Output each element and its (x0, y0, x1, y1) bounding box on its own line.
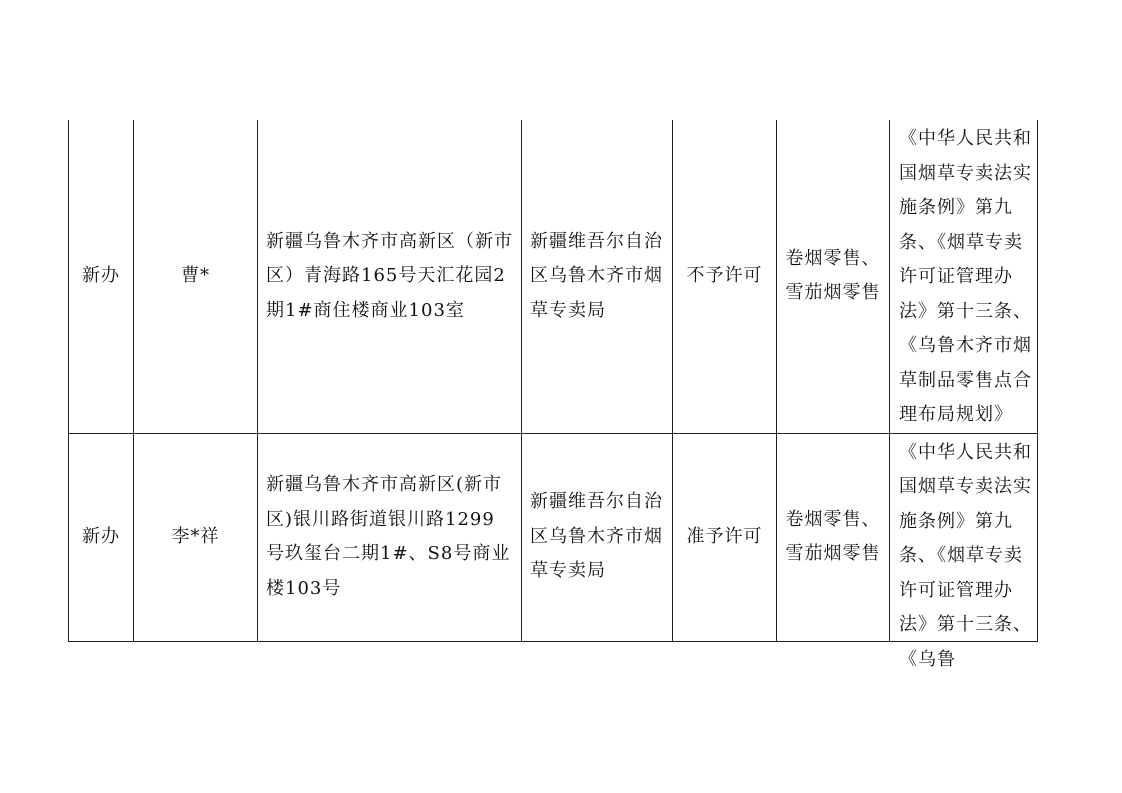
scope-cell: 卷烟零售、雪茄烟零售 (777, 433, 890, 641)
table-row (69, 433, 1038, 641)
basis-cell (890, 433, 1038, 670)
name-cell: 曹* (134, 120, 258, 433)
type-cell: 新办 (69, 120, 134, 433)
table-row (69, 120, 1038, 433)
name-cell: 李*祥 (134, 433, 258, 641)
basis-text: 《中华人民共和国烟草专卖法实施条例》第九条、《烟草专卖许可证管理办法》第十三条、《乌鲁 (899, 441, 1032, 670)
basis-cell: 《中华人民共和国烟草专卖法实施条例》第九条、《烟草专卖许可证管理办法》第十三条、《乌鲁木齐市烟草制品零售点合理布局规划》 (890, 120, 1038, 433)
decision-cell: 准予许可 (673, 433, 777, 641)
decision-cell: 不予许可 (673, 120, 777, 433)
scope-cell: 卷烟零售、雪茄烟零售 (777, 120, 890, 433)
address-cell: 新疆乌鲁木齐市高新区(新市区)银川路街道银川路1299号玖玺台二期1#、S8号商业楼103号 (258, 433, 522, 641)
license-table (68, 120, 1038, 670)
type-cell: 新办 (69, 433, 134, 641)
authority-cell: 新疆维吾尔自治区乌鲁木齐市烟草专卖局 (522, 433, 673, 641)
address-cell: 新疆乌鲁木齐市高新区（新市区）青海路165号天汇花园2期1#商住楼商业103室 (258, 120, 522, 433)
authority-cell: 新疆维吾尔自治区乌鲁木齐市烟草专卖局 (522, 120, 673, 433)
